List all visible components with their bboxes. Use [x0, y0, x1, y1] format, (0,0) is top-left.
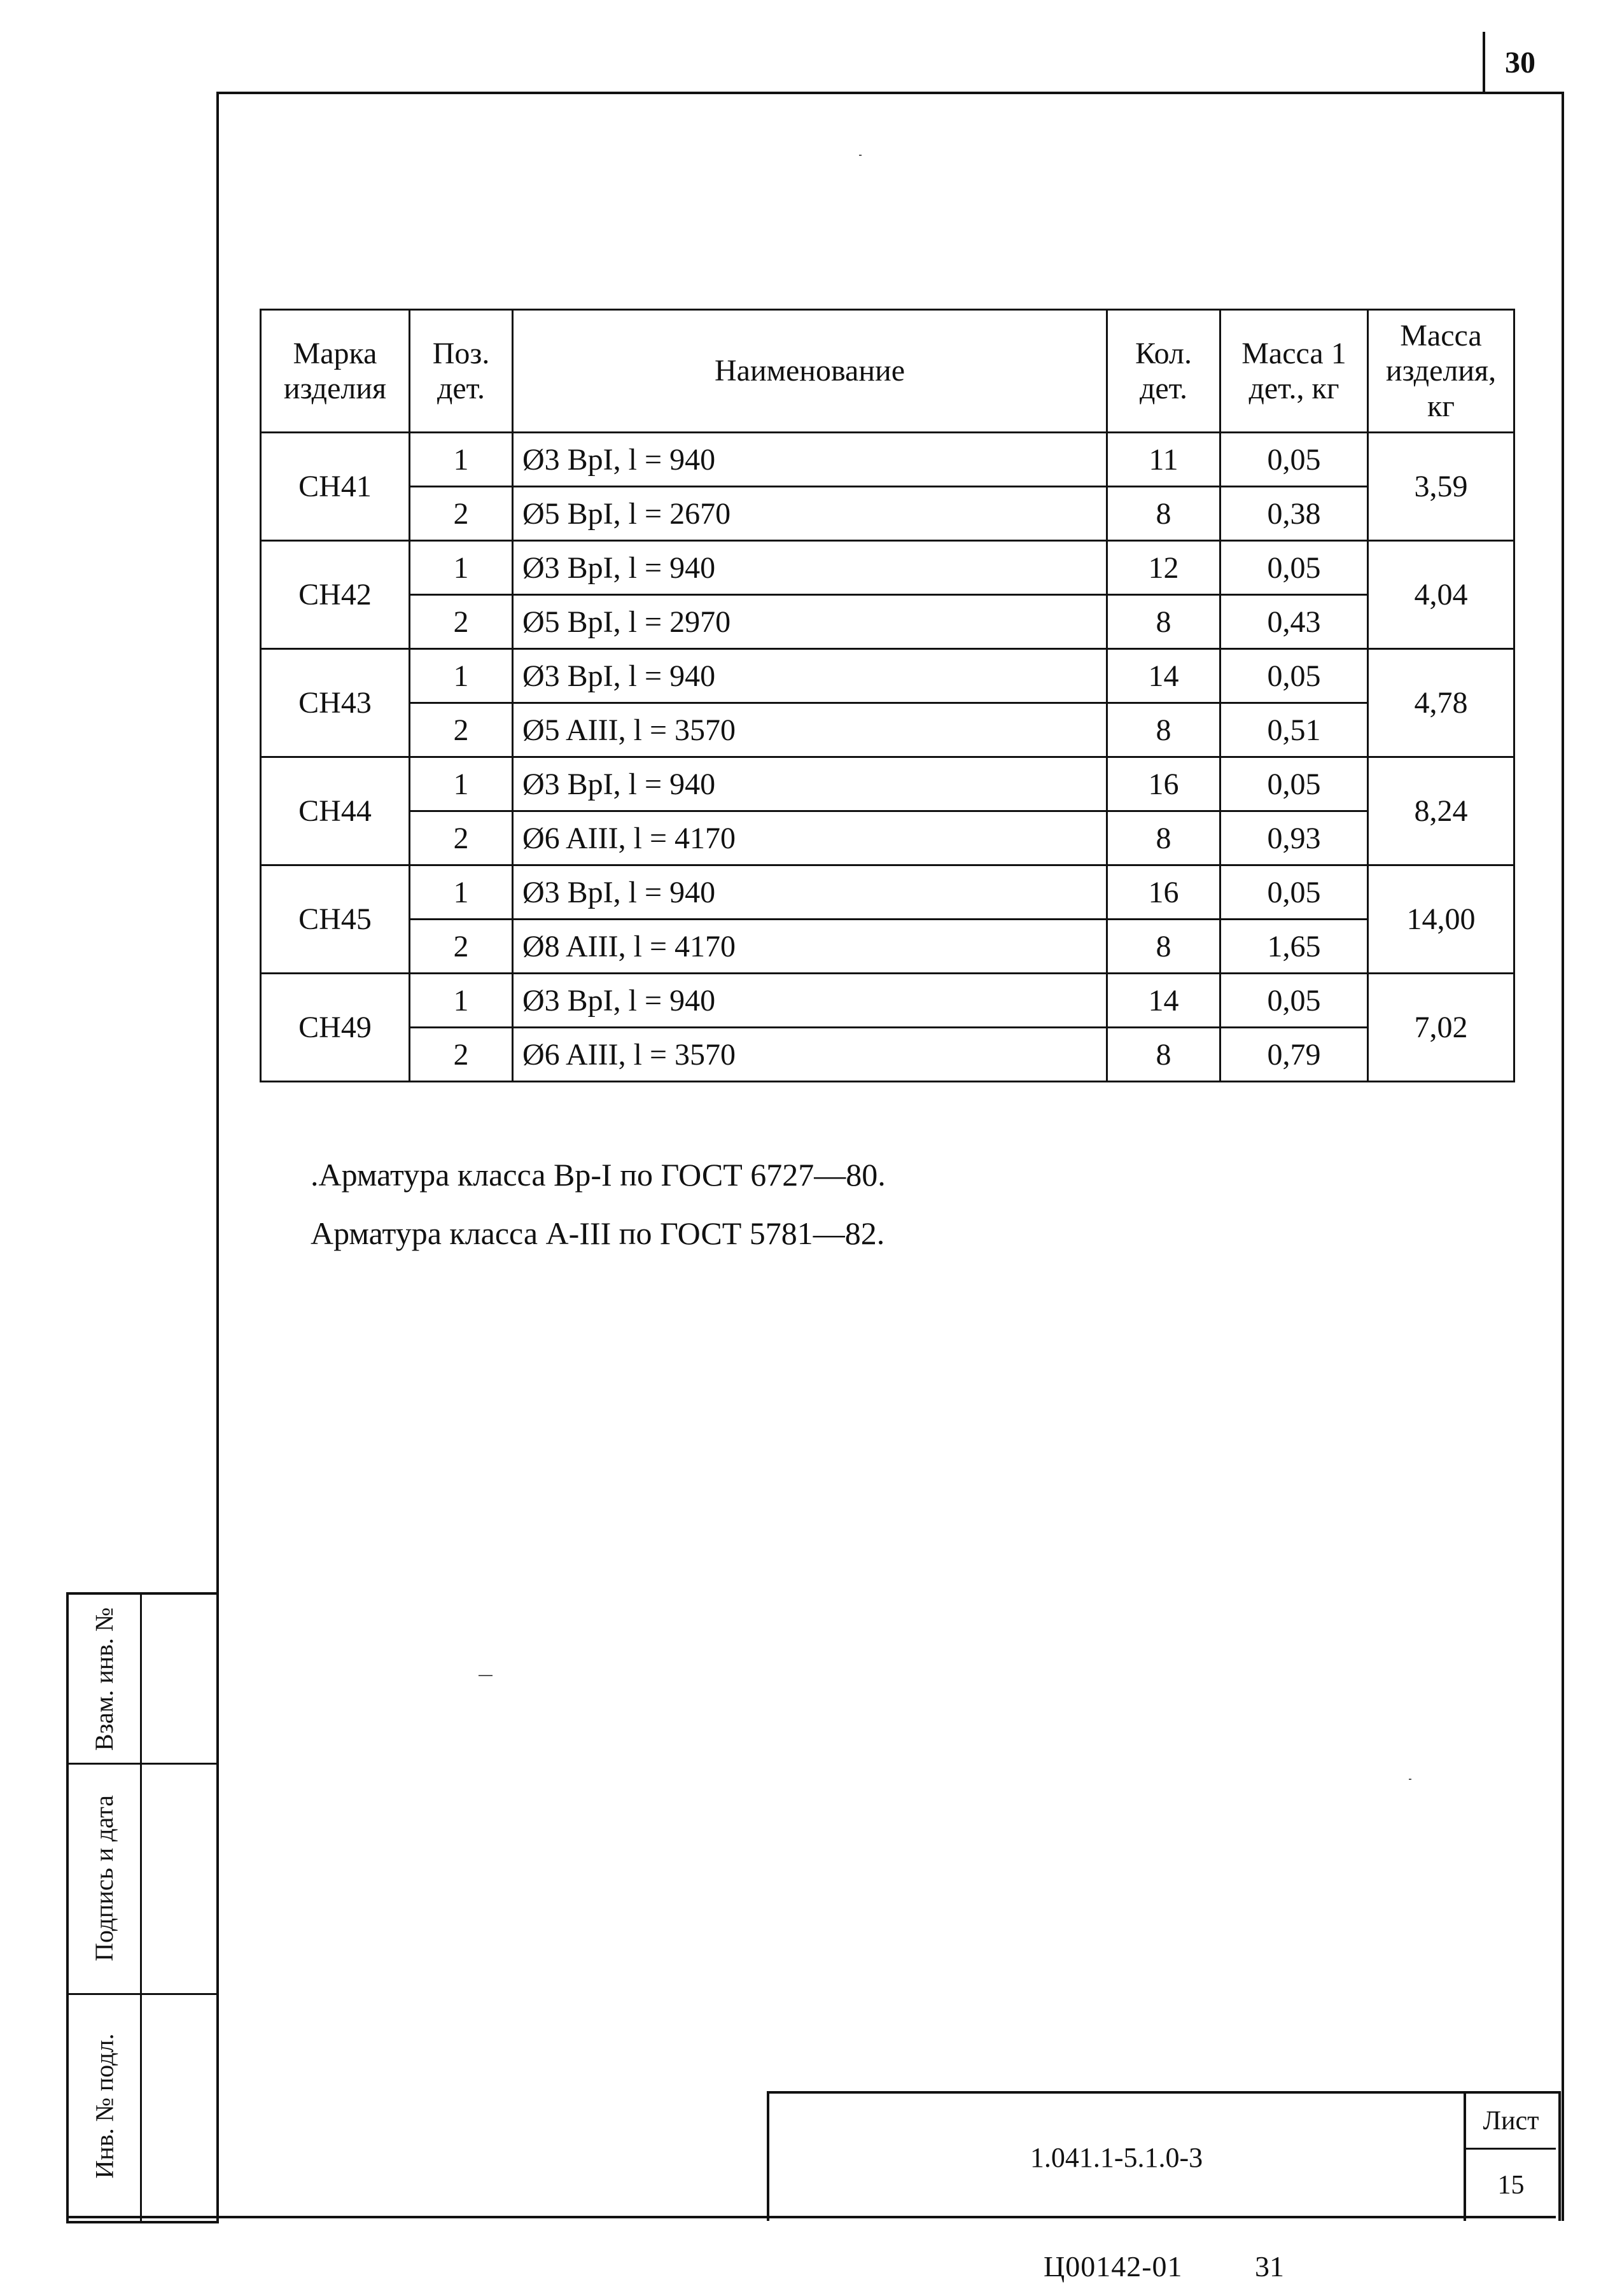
cell-total: 8,24 — [1368, 757, 1514, 865]
cell-total: 3,59 — [1368, 433, 1514, 541]
side-stamp — [66, 1592, 219, 2223]
note-line: Арматура класса А-III по ГОСТ 5781—82. — [311, 1215, 885, 1251]
cell-pos: 1 — [410, 649, 513, 703]
cell-mass: 0,43 — [1220, 595, 1368, 649]
cell-name: Ø3 ВрI, l = 940 — [513, 649, 1107, 703]
scan-speck — [1409, 1779, 1411, 1780]
footer-code: Ц00142-01 — [1044, 2250, 1183, 2283]
cell-total: 7,02 — [1368, 974, 1514, 1082]
table-row — [261, 649, 1514, 703]
cell-pos: 1 — [410, 757, 513, 811]
header-mass-part: Масса 1 дет., кг — [1220, 310, 1368, 433]
cell-name: Ø6 AIII, l = 4170 — [513, 811, 1107, 865]
cell-mass: 0,79 — [1220, 1028, 1368, 1082]
header-pos: Поз. дет. — [410, 310, 513, 433]
cell-total: 4,78 — [1368, 649, 1514, 757]
cell-mark: СН45 — [261, 865, 410, 974]
cell-mark: СН43 — [261, 649, 410, 757]
side-label-replace-inv — [69, 1595, 140, 1763]
cell-mass: 0,93 — [1220, 811, 1368, 865]
cell-qty: 8 — [1107, 487, 1220, 541]
title-block — [767, 2091, 1561, 2221]
cell-pos: 2 — [410, 703, 513, 757]
cell-name: Ø5 ВрI, l = 2670 — [513, 487, 1107, 541]
cell-qty: 16 — [1107, 757, 1220, 811]
cell-mark: СН49 — [261, 974, 410, 1082]
table-row — [261, 811, 1514, 865]
table-row — [261, 703, 1514, 757]
cell-pos: 2 — [410, 811, 513, 865]
cell-total: 14,00 — [1368, 865, 1514, 974]
cell-pos: 1 — [410, 541, 513, 595]
table-row — [261, 433, 1514, 487]
cell-pos: 2 — [410, 487, 513, 541]
frame-bottom-line — [66, 2216, 1556, 2218]
cell-mass: 0,05 — [1220, 974, 1368, 1028]
header-qty: Кол. дет. — [1107, 310, 1220, 433]
cell-mark: СН44 — [261, 757, 410, 865]
side-label-text: Инв. № подл. — [90, 2033, 119, 2178]
scan-speck — [859, 155, 862, 156]
cell-mass: 0,05 — [1220, 541, 1368, 595]
side-label-signature-date — [69, 1763, 140, 1993]
cell-qty: 8 — [1107, 920, 1220, 974]
cell-name: Ø5 AIII, l = 3570 — [513, 703, 1107, 757]
side-stamp-divider — [140, 1595, 142, 2221]
cell-mass: 0,38 — [1220, 487, 1368, 541]
note-line: .Арматура класса Вр-I по ГОСТ 6727—80. — [311, 1157, 886, 1193]
cell-name: Ø6 AIII, l = 3570 — [513, 1028, 1107, 1082]
cell-qty: 8 — [1107, 811, 1220, 865]
specification-table — [260, 309, 1515, 1082]
footer-page-number: 31 — [1255, 2250, 1284, 2283]
cell-mass: 1,65 — [1220, 920, 1368, 974]
cell-mark: СН42 — [261, 541, 410, 649]
page-number: 30 — [1483, 32, 1555, 93]
side-label-text: Взам. инв. № — [90, 1607, 119, 1751]
header-mark: Марка изделия — [261, 310, 410, 433]
cell-name: Ø3 ВрI, l = 940 — [513, 865, 1107, 920]
cell-qty: 14 — [1107, 649, 1220, 703]
table-header-row — [261, 310, 1514, 433]
cell-name: Ø3 ВрI, l = 940 — [513, 974, 1107, 1028]
document-code: 1.041.1-5.1.0-3 — [769, 2094, 1466, 2221]
cell-mass: 0,05 — [1220, 757, 1368, 811]
cell-pos: 2 — [410, 595, 513, 649]
header-mass-total: Масса изделия, кг — [1368, 310, 1514, 433]
cell-mass: 0,51 — [1220, 703, 1368, 757]
table-row — [261, 1028, 1514, 1082]
cell-name: Ø3 ВрI, l = 940 — [513, 541, 1107, 595]
cell-total: 4,04 — [1368, 541, 1514, 649]
cell-name: Ø5 ВрI, l = 2970 — [513, 595, 1107, 649]
notes-block — [311, 1145, 886, 1263]
cell-qty: 8 — [1107, 703, 1220, 757]
side-label-text: Подпись и дата — [90, 1795, 119, 1961]
sheet-label: Лист — [1466, 2094, 1556, 2150]
cell-pos: 2 — [410, 920, 513, 974]
cell-pos: 1 — [410, 974, 513, 1028]
cell-name: Ø3 ВрI, l = 940 — [513, 757, 1107, 811]
cell-name: Ø8 AIII, l = 4170 — [513, 920, 1107, 974]
cell-qty: 14 — [1107, 974, 1220, 1028]
table-row — [261, 974, 1514, 1028]
cell-qty: 11 — [1107, 433, 1220, 487]
sheet-number: 15 — [1497, 2171, 1525, 2200]
table-row — [261, 865, 1514, 920]
cell-name: Ø3 ВрI, l = 940 — [513, 433, 1107, 487]
table-row — [261, 595, 1514, 649]
cell-mass: 0,05 — [1220, 433, 1368, 487]
scan-speck — [479, 1675, 493, 1676]
cell-mass: 0,05 — [1220, 649, 1368, 703]
cell-mass: 0,05 — [1220, 865, 1368, 920]
table-row — [261, 920, 1514, 974]
cell-pos: 1 — [410, 865, 513, 920]
cell-qty: 8 — [1107, 595, 1220, 649]
cell-pos: 1 — [410, 433, 513, 487]
cell-qty: 8 — [1107, 1028, 1220, 1082]
cell-mark: СН41 — [261, 433, 410, 541]
table-row — [261, 541, 1514, 595]
table-row — [261, 487, 1514, 541]
cell-pos: 2 — [410, 1028, 513, 1082]
side-label-original-inv — [69, 1993, 140, 2218]
header-name: Наименование — [513, 310, 1107, 433]
cell-qty: 16 — [1107, 865, 1220, 920]
cell-qty: 12 — [1107, 541, 1220, 595]
table-row — [261, 757, 1514, 811]
